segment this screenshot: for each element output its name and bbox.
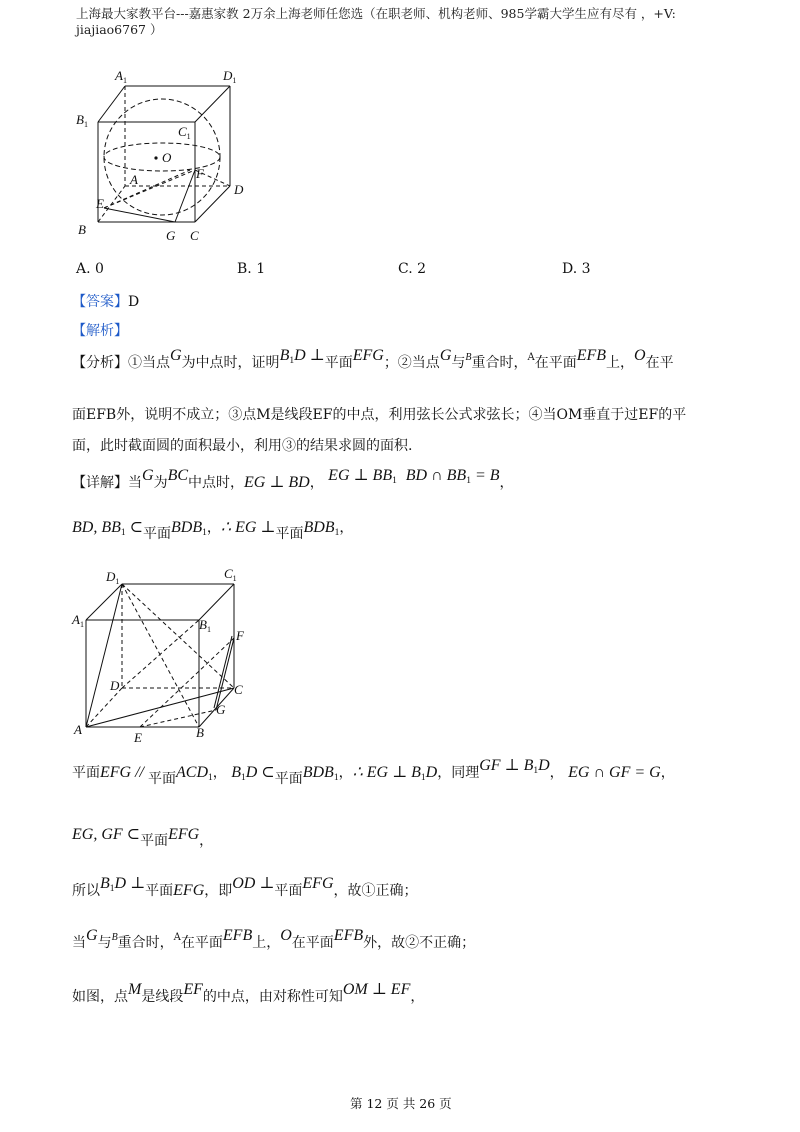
analysis-line-1 (72, 347, 674, 372)
label-O: O (162, 150, 172, 165)
option-a: A. 0 (76, 261, 104, 277)
figure-cube-sphere (70, 62, 260, 247)
label-B: B (196, 725, 204, 740)
math-BDB1: BDB1 (302, 764, 339, 783)
label-F: F (236, 628, 244, 643)
math-EFG: EFG (168, 826, 200, 843)
math-O: O (634, 347, 646, 364)
math-BD-cap-BB1: BD ∩ BB1 = B (405, 467, 500, 486)
text: ，即 (204, 883, 233, 899)
text: 平面 (143, 526, 172, 542)
math-EFB: EFB (222, 927, 253, 944)
math-B1D: B1D ⊂ (231, 764, 275, 783)
text: ， (339, 520, 354, 536)
text: ， (437, 765, 452, 781)
text: 在平面 (534, 355, 577, 371)
label-G: G (216, 702, 226, 717)
text: 的中点，由对称性可知 (202, 989, 343, 1005)
math-EG-perp-BD: EG ⊥ BD (244, 474, 310, 491)
text: ， (309, 475, 324, 491)
detail-line-1 (72, 467, 514, 492)
math-OM-perp-EF: OM ⊥ EF (342, 981, 411, 998)
math-G: G (439, 347, 452, 364)
math-EFB: EFB (333, 927, 364, 944)
math-EFG: EFG (352, 347, 384, 364)
analysis-subtag: 【分析】 (72, 355, 128, 371)
label-G: G (166, 228, 176, 243)
label-D1: $D_1$ (223, 68, 237, 85)
text: 平面 (140, 833, 169, 849)
text: 上， (252, 935, 281, 951)
math-G: G (142, 467, 154, 484)
math-EFG: EFG (173, 882, 205, 899)
math-EFG: EFG (302, 875, 334, 892)
text: 同理 (451, 765, 480, 781)
label-D: D (234, 182, 244, 197)
text: 平面 (145, 883, 174, 899)
math-M: M (128, 981, 142, 998)
text: 为中点时，证明 (181, 355, 280, 371)
label-B1: $B_1$ (199, 617, 211, 634)
label-C1: $C_1$ (224, 566, 237, 583)
math-OD-perp: OD ⊥ (232, 875, 275, 892)
text: ①当点 (128, 355, 170, 371)
math-therefore: ∴ EG ⊥ (220, 519, 276, 536)
text: 是线段 (141, 989, 184, 1005)
text: ，故①正确； (333, 883, 418, 899)
math-EFG: EFG (100, 764, 132, 781)
body-line-3 (72, 875, 418, 900)
text: 与 (451, 355, 466, 371)
text: 当 (128, 475, 142, 491)
math-EG-cap-GF: EG ∩ GF = G (568, 764, 661, 781)
text: ， (410, 989, 425, 1005)
label-C: C (234, 682, 243, 697)
text: 所以 (72, 883, 100, 899)
text: 外，故②不正确； (363, 935, 476, 951)
answer-tag: 【答案】 (72, 294, 128, 310)
text: ， (206, 520, 221, 536)
math-GF-perp-B1D: GF ⊥ B1D (479, 757, 550, 776)
math-BDB1: BDB1 (171, 519, 207, 538)
text: 在平面 (180, 935, 223, 951)
label-A1: $A_1$ (72, 612, 84, 629)
math-EG-perp-B1D: ∴ EG ⊥ B1D (352, 764, 438, 783)
text: 与 (97, 935, 112, 951)
label-A1: $A_1$ (115, 68, 127, 85)
math-G: G (170, 347, 182, 364)
math-B1D: B1D ⊥ (279, 347, 325, 366)
text: 在平面 (291, 935, 334, 951)
text: ， (212, 765, 227, 781)
text: 平面 (274, 883, 303, 899)
text: 重合时， (117, 935, 174, 951)
label-D1: $D_1$ (106, 569, 120, 586)
page-footer: 第 12 页 共 26 页 (350, 1096, 452, 1111)
math-A: A (173, 932, 181, 943)
math-EG-perp-BB1: EG ⊥ BB1 (328, 467, 397, 486)
label-B: B (78, 222, 86, 237)
math-parallel: // (131, 764, 148, 781)
text: 平面 (72, 765, 100, 781)
math-ACD1: ACD1 (176, 764, 213, 783)
label-A: A (74, 722, 82, 737)
text: 为 (153, 475, 168, 491)
text: 中点时， (188, 475, 245, 491)
body-line-1 (72, 757, 675, 787)
option-d: D. 3 (562, 261, 591, 277)
text: 重合时， (471, 355, 528, 371)
math-G: G (86, 927, 98, 944)
math-EFB: EFB (576, 347, 607, 364)
answer-value: D (128, 294, 140, 310)
label-C: C (190, 228, 199, 243)
math-A: A (527, 352, 535, 363)
label-A: A (130, 172, 138, 187)
math-BDB1: BDB1 (303, 519, 340, 538)
detail-tag: 【详解】 (72, 475, 128, 491)
text: 上， (606, 355, 635, 371)
option-b: B. 1 (237, 261, 266, 277)
text: ， (660, 765, 675, 781)
answer-row (72, 291, 139, 311)
label-D: D (110, 678, 120, 693)
text: 当 (72, 935, 86, 951)
math-EF: EF (183, 981, 203, 998)
analysis-line-2: 面EFB外，说明不成立；③点M是线段EF的中点，利用弦长公式求弦长；④当OM垂直于过EF的平 (72, 407, 687, 423)
body-line-5 (72, 981, 425, 1006)
option-c: C. 2 (398, 261, 427, 277)
text: ， (549, 765, 564, 781)
center-point-O (154, 156, 157, 159)
detail-line-2 (72, 517, 354, 542)
label-B1: $B_1$ (76, 112, 88, 129)
label-C1: $C_1$ (178, 124, 191, 141)
text: 平面 (275, 526, 304, 542)
text: 在平 (645, 355, 674, 371)
text: 平面 (148, 771, 176, 787)
text: 如图，点 (72, 989, 128, 1005)
text: ， (199, 833, 214, 849)
text: 平面 (274, 771, 303, 787)
label-F: F (196, 166, 204, 181)
math-B: B (111, 932, 118, 943)
page-header: 上海最大家教平台---嘉惠家教 2万余上海老师任您选（在职老师、机构老师、985学霸大学生应有尽有 ，+V: jiajiao6767 ） (76, 6, 676, 37)
text: ， (338, 765, 353, 781)
analysis-tag: 【解析】 (72, 323, 128, 339)
text: 平面 (324, 355, 353, 371)
analysis-line-3: 面，此时截面圆的面积最小，利用③的结果求圆的面积. (72, 438, 413, 454)
text: ；②当点 (383, 355, 440, 371)
label-E: E (96, 196, 104, 211)
label-E: E (134, 730, 142, 745)
body-line-4 (72, 927, 476, 952)
body-line-2 (72, 824, 214, 849)
math-O: O (280, 927, 292, 944)
math-B1D: B1D ⊥ (100, 875, 146, 894)
figure-cube-planes (68, 562, 258, 747)
math-BC: BC (167, 467, 189, 484)
math-B: B (465, 352, 472, 363)
math-EG-GF-subset: EG, GF ⊂ (72, 826, 141, 843)
text: ， (499, 475, 514, 491)
math-BD-BB1: BD, BB1 ⊂ (72, 519, 144, 538)
